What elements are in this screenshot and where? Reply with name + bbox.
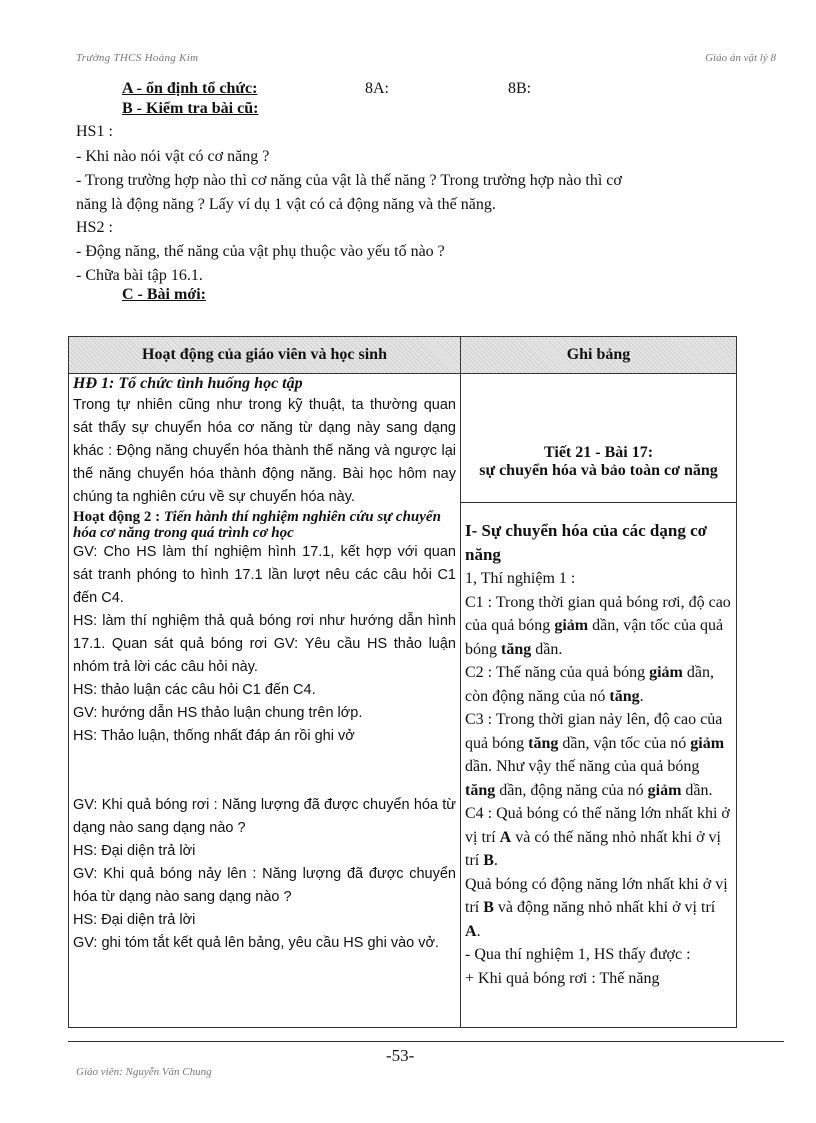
question-2-line-2: năng là động năng ? Lấy ví dụ 1 vật có cả động năng và thế năng. <box>76 196 496 213</box>
gv-summary: GV: ghi tóm tắt kết quả lên bảng, yêu cầu HS ghi vào vở. <box>73 935 440 951</box>
hs2-label: HS2 : <box>76 219 113 236</box>
gv-question-1: GV: Khi quả bóng rơi : Năng lượng đã được chuyển hóa từ dạng nào sang dạng nào ? <box>73 797 456 836</box>
footer-divider <box>68 1041 784 1042</box>
column-header-activities: Hoạt động của giáo viên và học sinh <box>69 337 461 374</box>
class-8a-label: 8A: <box>365 80 389 97</box>
header-school: Trường THCS Hoàng Kim <box>76 52 199 64</box>
lesson-number: Tiết 21 - Bài 17: <box>543 444 654 461</box>
hs-activity-3: HS: Thảo luận, thống nhất đáp án rồi ghi vở <box>73 728 355 744</box>
page-number: -53- <box>386 1046 415 1065</box>
class-8b-label: 8B: <box>508 80 532 97</box>
question-3: - Động năng, thế năng của vật phụ thuộc vào yếu tố nào ? <box>76 243 445 260</box>
question-1: - Khi nào nói vật có cơ năng ? <box>76 148 270 165</box>
hd1-title: HĐ 1: Tổ chức tình huống học tập <box>73 375 303 392</box>
section-a-heading: A - ổn định tổ chức: <box>122 80 258 97</box>
board-section-heading: I- Sự chuyển hóa của các dạng cơ năng <box>465 521 708 564</box>
hs1-label: HS1 : <box>76 123 113 140</box>
conclusion-line-2: + Khi quả bóng rơi : Thế năng <box>465 969 660 987</box>
hd1-text: Trong tự nhiên cũng như trong kỹ thuật, ta thường quan sát thấy sự chuyển hóa cơ năng từ dạng này sang dạng khác : Động năng chuyển hóa thành thế năng và ngược lại thế năng chuyển hóa thành động năng. Bài học hôm nay chúng ta nghiên cứu về sự chuyển hóa này. <box>73 397 456 505</box>
answer-c4: C4 : Quả bóng có thế năng lớn nhất khi ở vị trí A và có thế năng nhỏ nhất khi ở vị trí B. <box>465 805 730 869</box>
hd2-heading <box>73 509 456 541</box>
gv-instruction-1: GV: Cho HS làm thí nghiệm hình 17.1, kết hợp với quan sát tranh phóng to hình 17.1 lần lượt nêu các câu hỏi C1 đến C4. <box>73 544 456 606</box>
answer-c4-kinetic: Quả bóng có động năng lớn nhất khi ở vị trí B và động năng nhỏ nhất khi ở vị trí A. <box>465 875 728 940</box>
hs-answer-1: HS: Đại diện trả lời <box>73 843 196 859</box>
hd2-label: Hoạt động 2 : <box>73 509 161 525</box>
hs-activity-1: HS: làm thí nghiệm thả quả bóng rơi như hướng dẫn hình 17.1. Quan sát quả bóng rơi GV: Yêu cầu HS thảo luận nhóm trả lời các câu hỏi này. <box>73 613 456 675</box>
board-cell <box>461 374 737 1028</box>
hs-activity-2: HS: thảo luận các câu hỏi C1 đến C4. <box>73 682 316 698</box>
lesson-title <box>465 444 732 480</box>
answer-c1: C1 : Trong thời gian quả bóng rơi, độ cao của quả bóng giảm dần, vận tốc của quả bóng tăng dần. <box>465 593 731 658</box>
lesson-table <box>68 336 737 1028</box>
hd2-title: Tiến hành thí nghiệm nghiên cứu sự chuyển hóa cơ năng trong quá trình cơ học <box>73 509 441 541</box>
header-subject: Giáo án vật lý 8 <box>705 52 776 64</box>
hs-answer-2: HS: Đại diện trả lời <box>73 912 196 928</box>
column-header-board: Ghi bảng <box>461 337 737 374</box>
footer-author: Giáo viên: Nguyễn Văn Chung <box>76 1066 212 1078</box>
answer-c2: C2 : Thế năng của quả bóng giảm dần, còn động năng của nó tăng. <box>465 664 714 705</box>
gv-question-2: GV: Khi quả bóng nảy lên : Năng lượng đã được chuyển hóa từ dạng nào sang dạng nào ? <box>73 866 456 905</box>
gv-instruction-2: GV: hướng dẫn HS thảo luận chung trên lớp. <box>73 705 363 721</box>
answer-c3: C3 : Trong thời gian nảy lên, độ cao của quả bóng tăng dần, vận tốc của nó giảm dần. Như vậy thế năng của quả bóng tăng dần, động năng của nó giảm dần. <box>465 711 725 799</box>
section-c-heading: C - Bài mới: <box>122 286 206 303</box>
section-b-heading: B - Kiểm tra bài cũ: <box>122 100 259 117</box>
activities-cell <box>69 374 461 1028</box>
experiment-1-label: 1, Thí nghiệm 1 : <box>465 570 576 587</box>
conclusion-line-1: - Qua thí nghiệm 1, HS thấy được : <box>465 946 691 963</box>
lesson-name: sự chuyển hóa và bảo toàn cơ năng <box>479 462 718 479</box>
question-4: - Chữa bài tập 16.1. <box>76 267 203 284</box>
question-2-line-1: - Trong trường hợp nào thì cơ năng của vật là thế năng ? Trong trường hợp nào thì cơ <box>76 172 622 189</box>
